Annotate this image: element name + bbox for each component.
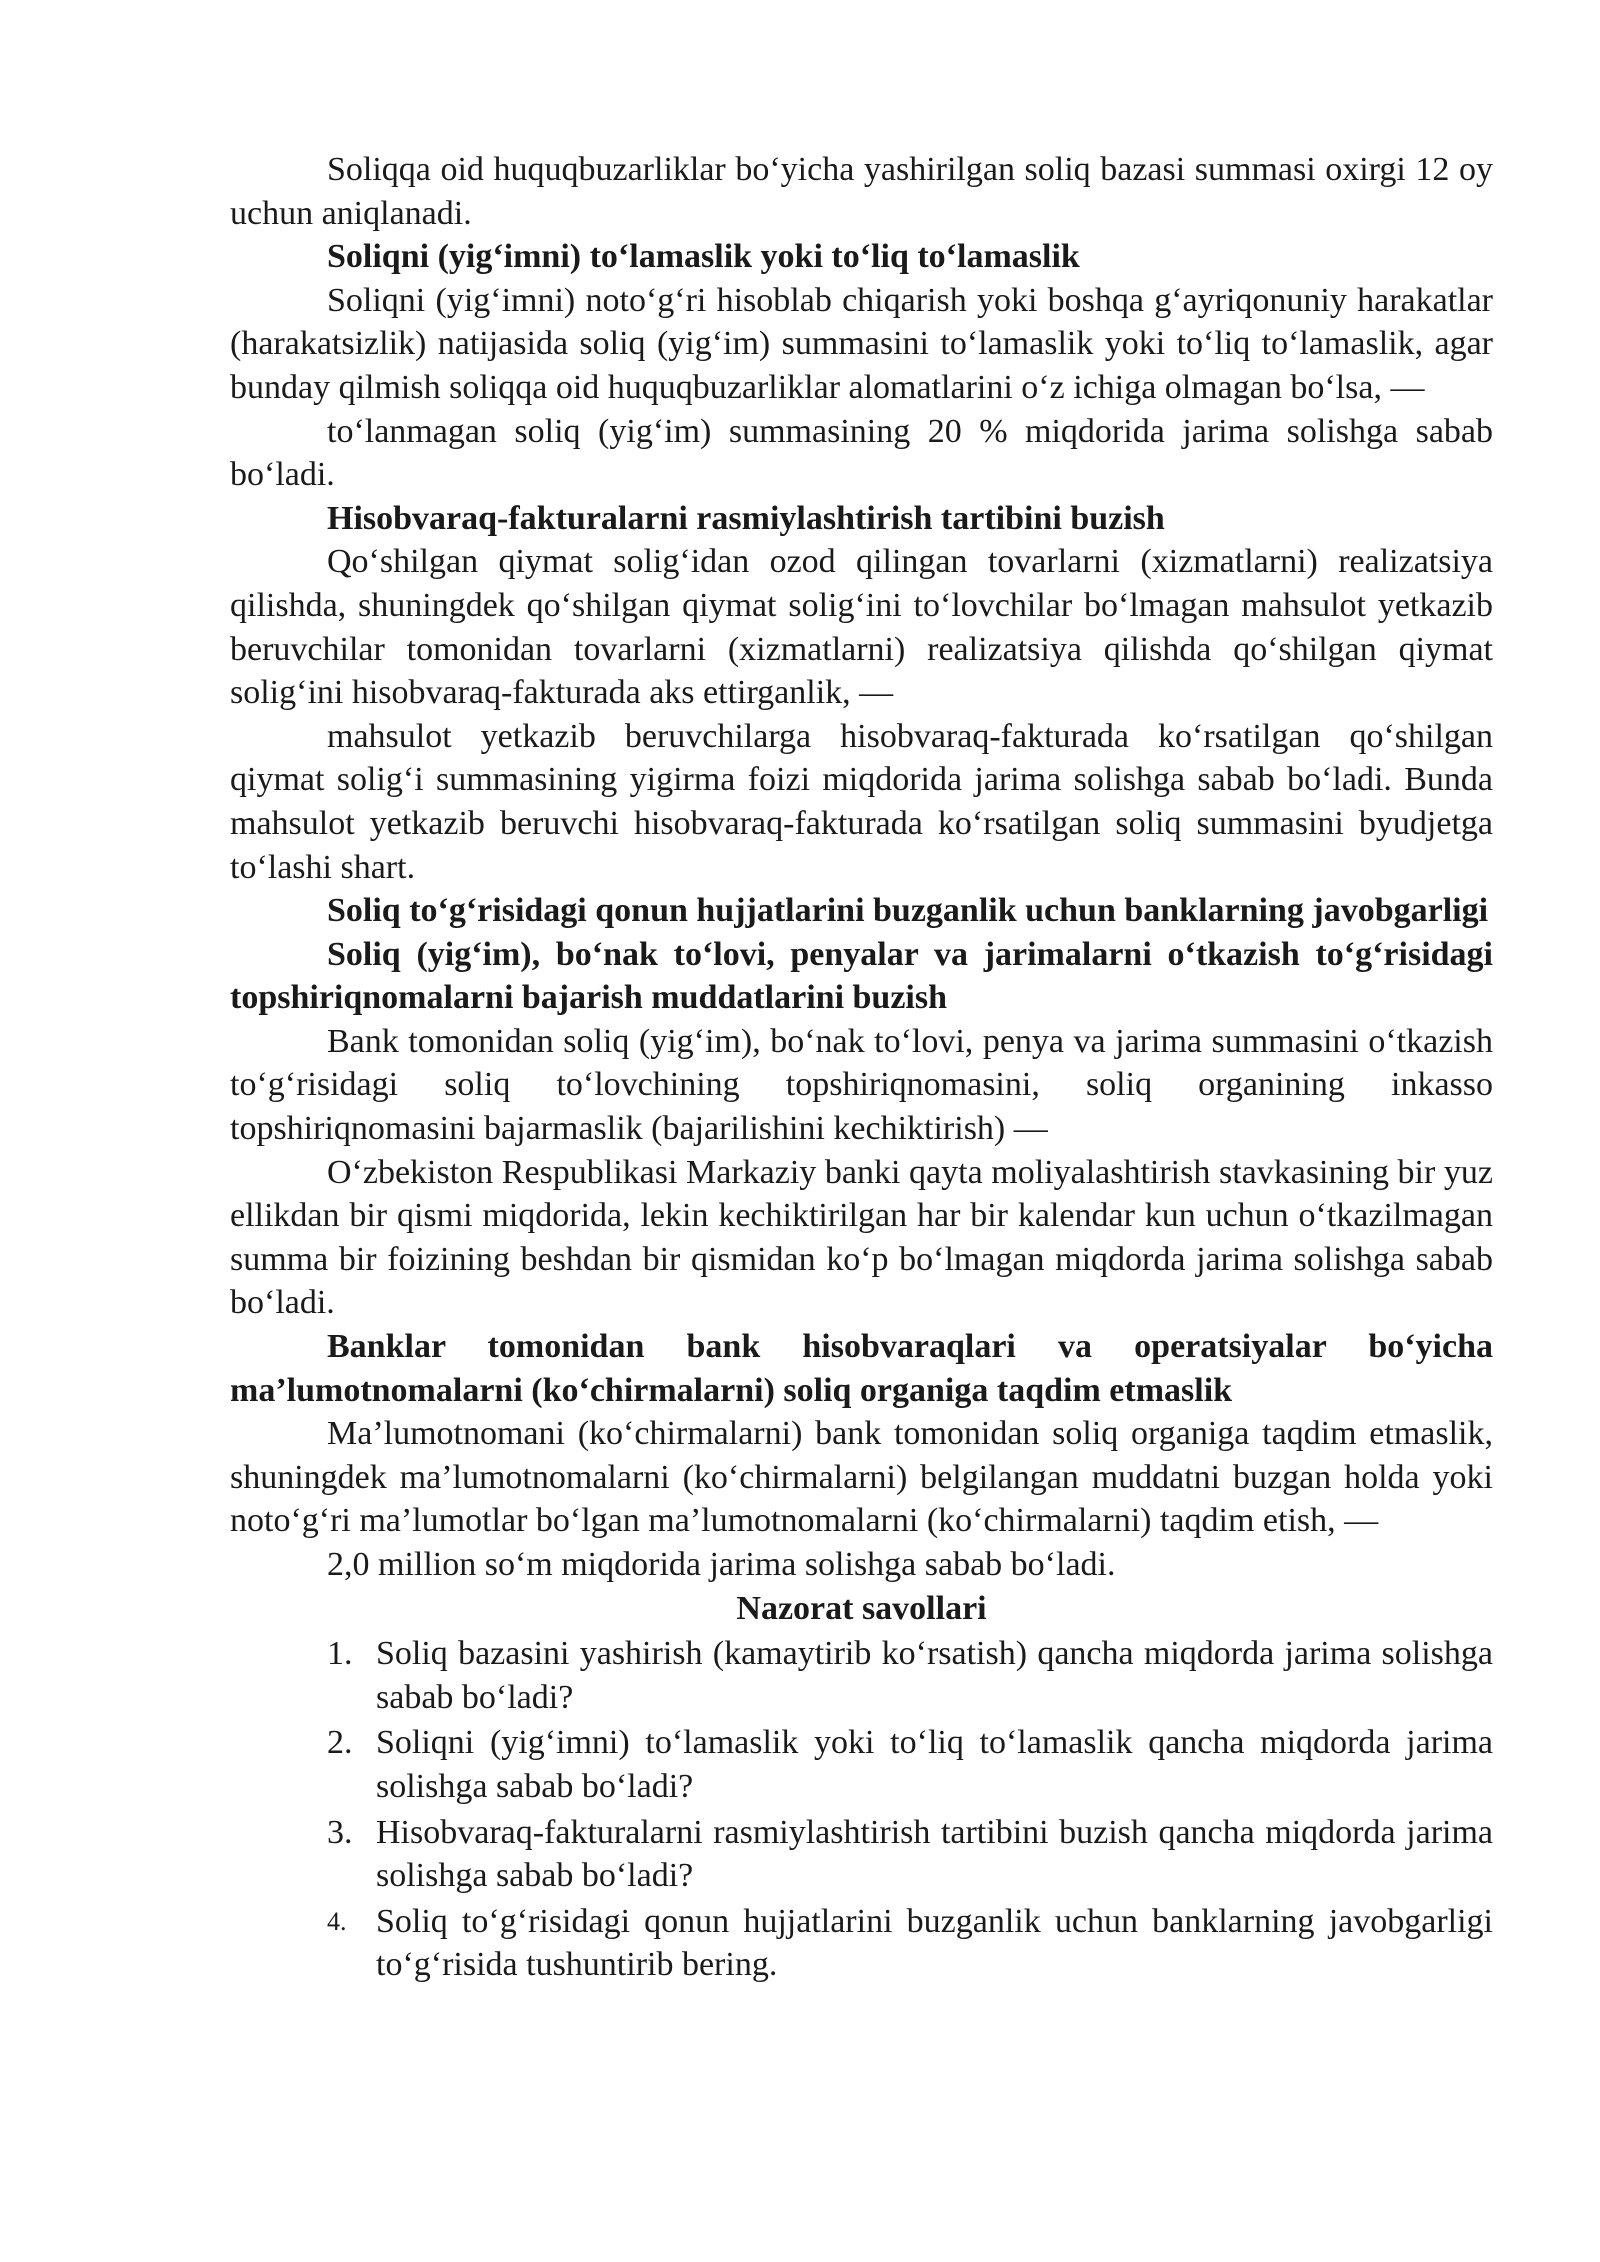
question-item xyxy=(230,1721,1493,1808)
paragraph-bank-statements-fine: 2,0 million so‘m miqdorida jarima solishga sabab bo‘ladi. xyxy=(327,1546,1116,1583)
paragraph-payment-orders: Bank tomonidan soliq (yig‘im), bo‘nak to‘lovi, penya va jarima summasini o‘tkazish to‘g‘risidagi soliq to‘lovchining topshiriqnomasini, soliq organining inkasso topshiriqnomasini bajarmaslik (bajarilishini kechiktirish) — xyxy=(230,1022,1493,1148)
paragraph-invoice-fine: mahsulot yetkazib beruvchilarga hisobvaraq-fakturada ko‘rsatilgan qo‘shilgan qiymat solig‘i summasining yigirma foizi miqdorida jarima solishga sabab bo‘ladi. Bunda mahsulot yetkazib beruvchi hisobvaraq-fakturada ko‘rsatilgan soliq summasini byudjetga to‘lashi shart. xyxy=(230,717,1493,886)
paragraph-bank-statements: Ma’lumotnomani (ko‘chirmalarni) bank tomonidan soliq organiga taqdim etmaslik, shuningdek ma’lumotnomalarni (ko‘chirmalarni) belgilangan muddatni buzgan holda yoki noto‘g‘ri ma’lumotlar bo‘lgan ma’lumotnomalarni (ko‘chirmalarni) taqdim etish, — xyxy=(230,1415,1493,1540)
question-number: 1. xyxy=(327,1635,353,1673)
question-number: 2. xyxy=(327,1724,353,1762)
question-item xyxy=(230,1900,1493,1987)
question-item xyxy=(230,1811,1493,1898)
heading-payment-orders: Soliq (yig‘im), bo‘nak to‘lovi, penyalar va jarimalarni o‘tkazish to‘g‘risidagi topshiriqnomalarni bajarish muddatlarini buzish xyxy=(230,935,1493,1017)
paragraph-non-payment: Soliqni (yig‘imni) noto‘g‘ri hisoblab chiqarish yoki boshqa g‘ayriqonuniy harakatlar (harakatsizlik) natijasida soliq (yig‘im) summasini to‘lamaslik yoki to‘liq to‘lamaslik, agar bunday qilmish soliqqa oid huquqbuzarliklar alomatlarini o‘z ichiga olmagan bo‘lsa, — xyxy=(230,281,1493,406)
document-page xyxy=(230,148,1493,1987)
question-text: Soliqni (yig‘imni) to‘lamaslik yoki to‘liq to‘lamaslik qancha miqdorda jarima solishga sabab bo‘ladi? xyxy=(376,1724,1493,1805)
heading-bank-liability: Soliq to‘g‘risidagi qonun hujjatlarini buzganlik uchun banklarning javobgarligi xyxy=(327,892,1489,930)
heading-bank-statements: Banklar tomonidan bank hisobvaraqlari va operatsiyalar bo‘yicha ma’lumotnomalarni (ko‘chirmalarni) soliq organiga taqdim etmaslik xyxy=(230,1328,1493,1409)
question-text: Hisobvaraq-fakturalarni rasmiylashtirish tartibini buzish qancha miqdorda jarima solishga sabab bo‘ladi? xyxy=(376,1813,1493,1895)
paragraph-hidden-base: Soliqqa oid huquqbuzarliklar bo‘yicha yashirilgan soliq bazasi summasi oxirgi 12 oy uchun aniqlanadi. xyxy=(230,151,1493,232)
question-text: Soliq bazasini yashirish (kamaytirib ko‘rsatish) qancha miqdorda jarima solishga sabab bo‘ladi? xyxy=(376,1635,1493,1716)
paragraph-invoice-rules: Qo‘shilgan qiymat solig‘idan ozod qilingan tovarlarni (xizmatlarni) realizatsiya qilishda, shuningdek qo‘shilgan qiymat solig‘ini to‘lovchilar bo‘lmagan mahsulot yetkazib beruvchilar tomonidan tovarlarni (xizmatlarni) realizatsiya qilishda qo‘shilgan qiymat solig‘ini hisobvaraq-fakturada aks ettirganlik, — xyxy=(230,543,1493,712)
question-number: 3. xyxy=(327,1813,353,1851)
paragraph-non-payment-fine: to‘lanmagan soliq (yig‘im) summasining 20 % miqdorida jarima solishga sabab bo‘ladi. xyxy=(230,412,1493,494)
question-item xyxy=(230,1632,1493,1719)
questions-list xyxy=(230,1632,1493,1987)
heading-invoice-rules: Hisobvaraq-fakturalarni rasmiylashtirish tartibini buzish xyxy=(327,499,1165,537)
heading-non-payment: Soliqni (yig‘imni) to‘lamaslik yoki to‘liq to‘lamaslik xyxy=(327,238,1080,276)
question-number: 4. xyxy=(327,1906,347,1936)
paragraph-payment-orders-fine: O‘zbekiston Respublikasi Markaziy banki qayta moliyalashtirish stavkasining bir yuz ellikdan bir qismi miqdorida, lekin kechiktirilgan har bir kalendar kun uchun o‘tkazilmagan summa bir foizining beshdan bir qismidan ko‘p bo‘lmagan miqdorda jarima solishga sabab bo‘ladi. xyxy=(230,1153,1493,1322)
questions-title: Nazorat savollari xyxy=(736,1589,987,1627)
question-text: Soliq to‘g‘risidagi qonun hujjatlarini buzganlik uchun banklarning javobgarligi to‘g‘risida tushuntirib bering. xyxy=(376,1902,1493,1984)
